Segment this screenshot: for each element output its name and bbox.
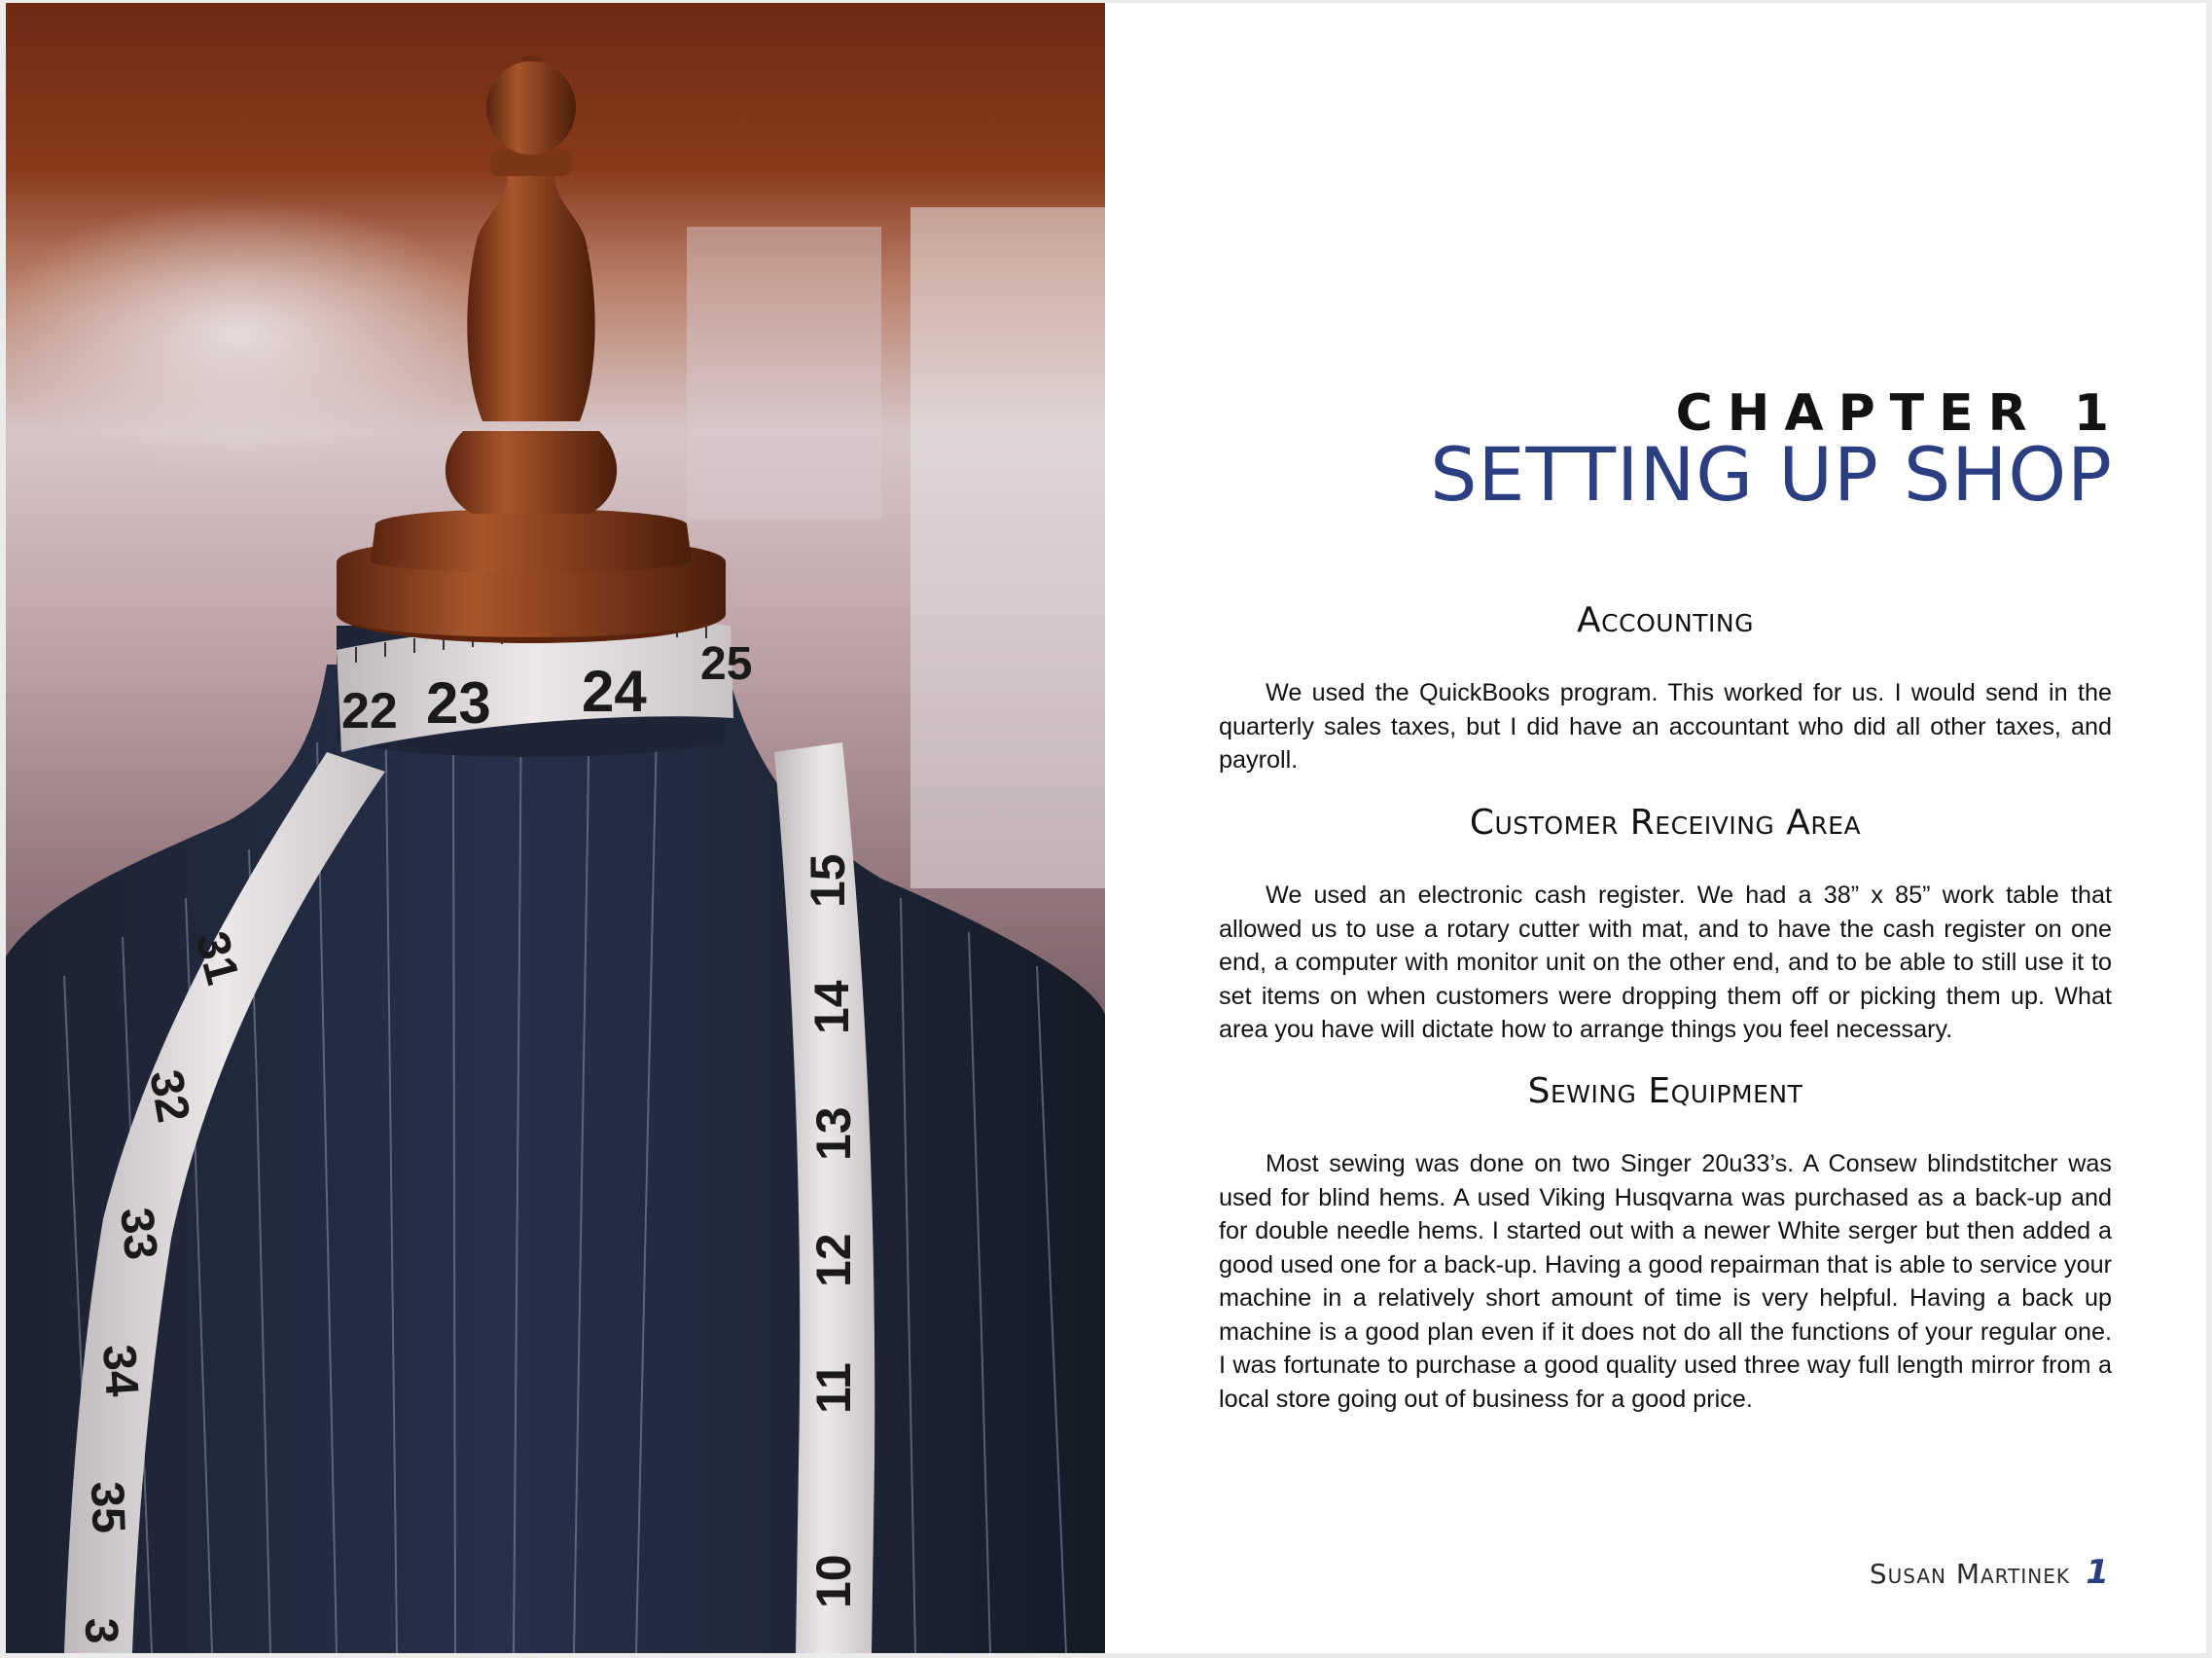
- tape-number: 14: [804, 980, 859, 1034]
- chapter-label: CHAPTER 1: [1675, 384, 2123, 443]
- dress-form-illustration: [6, 3, 1105, 1653]
- bokeh-light: [6, 198, 492, 470]
- tape-number: 23: [426, 670, 491, 736]
- section-heading-sewing-equipment: Sewing Equipment: [1527, 1071, 1803, 1111]
- tape-number: 35: [81, 1480, 134, 1534]
- tape-number: 32: [139, 1065, 199, 1127]
- tape-number: 11: [806, 1362, 861, 1414]
- tape-number: 13: [806, 1106, 861, 1161]
- book-spread: [6, 3, 2206, 1653]
- dress-form-photo: [6, 3, 1105, 1653]
- wooden-cap-top: [371, 509, 692, 573]
- text-page: [1105, 3, 2206, 1653]
- page-number: 1: [2086, 1553, 2109, 1592]
- tape-number: 34: [92, 1343, 148, 1399]
- finial-tip: [519, 55, 543, 61]
- tape-number: 3: [75, 1617, 127, 1644]
- tape-number: 22: [341, 683, 398, 739]
- section-body-sewing-equipment: Most sewing was done on two Singer 20u33’s. A Consew blindstitcher was used for blind hems. A used Viking Husqvarna was purchased as a back-up and for double needle hems. I started out with a newer White serger but then added a good used one for a back-up. Having a good repairman that is able to service your machine in a relatively short amount of time is very helpful. Having a back up machine is a good plan even if it does not do all the functions of your regular one. I was fortunate to purchase a good quality used three way full length mirror from a local store going out of business for a good price.: [1219, 1150, 2112, 1413]
- chapter-title: SETTING UP SHOP: [1430, 431, 2113, 518]
- section-body-accounting: We used the QuickBooks program. This worked for us. I would send in the quarterly sales taxes, but I did have an accountant who did all other taxes, and payroll.: [1219, 679, 2112, 774]
- section-heading-customer-receiving-area: Customer Receiving Area: [1469, 803, 1862, 843]
- tape-number: 12: [806, 1233, 861, 1287]
- section-body-customer-receiving-area: We used an electronic cash register. We had a 38” x 85” work table that allowed us to use a rotary cutter with mat, and to have the cash register on one end, a computer with monitor unit on the other end, and to be able to still use it to set items on when customers were dropping them off or picking them up. What area you have will dictate how to arrange things you feel necessary.: [1219, 882, 2112, 1043]
- section-heading-accounting: Accounting: [1577, 600, 1754, 640]
- tape-number: 33: [110, 1205, 167, 1263]
- tape-number: 24: [582, 659, 647, 724]
- window-light: [687, 227, 881, 519]
- tape-number: 31: [185, 926, 249, 991]
- footer-author: Susan Martinek: [1869, 1558, 2070, 1590]
- tape-number: 15: [801, 853, 855, 908]
- finial-knob: [486, 61, 576, 155]
- finial-body: [467, 168, 594, 421]
- tape-number: 25: [700, 638, 753, 690]
- finial-collar: [446, 431, 617, 514]
- window-light: [910, 207, 1105, 888]
- tape-number: 10: [806, 1554, 861, 1608]
